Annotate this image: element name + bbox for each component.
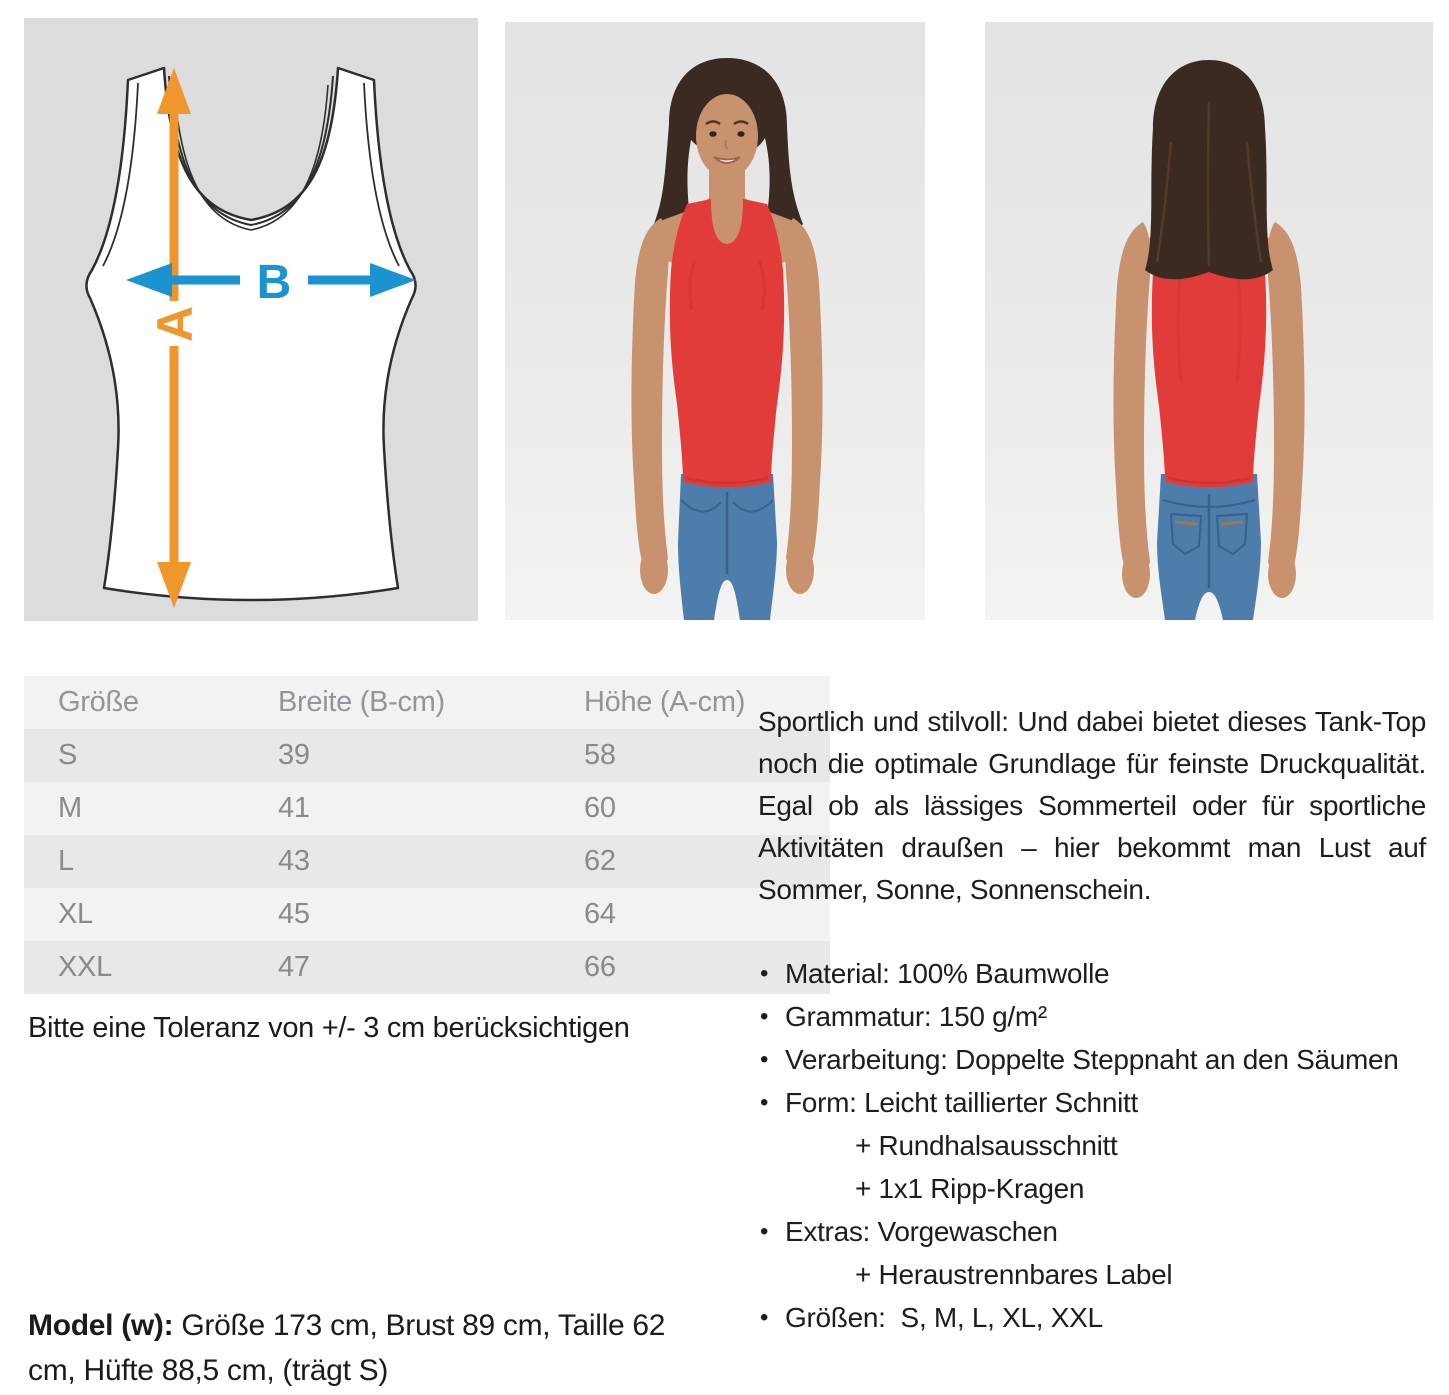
model-info-label: Model (w): <box>28 1309 174 1342</box>
feature-text: Form: Leicht taillierter Schnitt <box>785 1087 1138 1118</box>
feature-item <box>758 1296 1449 1339</box>
bullet-icon: • <box>760 960 769 987</box>
feature-text: Verarbeitung: Doppelte Steppnaht an den Säumen <box>785 1044 1399 1075</box>
table-row <box>24 729 830 782</box>
table-row <box>24 782 830 835</box>
bullet-icon: • <box>760 1046 769 1073</box>
bullet-icon: • <box>760 1304 769 1331</box>
feature-text: Material: 100% Baumwolle <box>785 958 1110 989</box>
cell-size: M <box>24 782 244 835</box>
left-hand <box>640 546 668 594</box>
bullet-icon: • <box>760 1003 769 1030</box>
right-eye <box>737 131 744 137</box>
table-row <box>24 835 830 888</box>
product-description: Sportlich und stilvoll: Und dabei bietet dieses Tank-Top noch die optimale Grundlage für feinste Druckqualität. Egal ob als lässiges Sommerteil oder für sportliche Aktivitäten draußen – hier bekommt man Lust auf Sommer, Sonne, Sonnenschein. <box>758 706 1426 905</box>
cell-height: 60 <box>550 782 830 835</box>
feature-item <box>758 995 1449 1038</box>
cell-size: XXL <box>24 941 244 994</box>
feature-text: + Rundhalsausschnitt <box>855 1130 1118 1161</box>
cell-size: L <box>24 835 244 888</box>
feature-text: + 1x1 Ripp-Kragen <box>855 1173 1085 1204</box>
feature-subitem <box>758 1167 1449 1210</box>
feature-item <box>758 1210 1449 1253</box>
size-table <box>24 676 830 994</box>
bullet-icon: • <box>760 1089 769 1116</box>
feature-text: Grammatur: 150 g/m² <box>785 1001 1047 1032</box>
tank-top-outline <box>86 68 415 600</box>
cell-width: 43 <box>244 835 550 888</box>
model-front-photo <box>505 22 925 620</box>
feature-text: Größen: S, M, L, XL, XXL <box>785 1302 1103 1333</box>
left-hand <box>1122 550 1150 598</box>
measurement-label-a: A <box>147 305 203 343</box>
face <box>696 94 758 178</box>
cell-height: 66 <box>550 941 830 994</box>
size-table-header-width: Breite (B-cm) <box>244 676 550 729</box>
feature-text: + Heraustrennbares Label <box>855 1259 1173 1290</box>
right-hand <box>786 546 814 594</box>
bullet-icon: • <box>760 1218 769 1245</box>
cell-size: S <box>24 729 244 782</box>
cell-width: 41 <box>244 782 550 835</box>
cell-height: 58 <box>550 729 830 782</box>
right-hand <box>1268 550 1296 598</box>
feature-text: Extras: Vorgewaschen <box>785 1216 1058 1247</box>
left-eye <box>709 131 716 137</box>
cell-width: 45 <box>244 888 550 941</box>
size-table-header-row <box>24 676 830 729</box>
tolerance-note: Bitte eine Toleranz von +/- 3 cm berücksichtigen <box>28 1012 630 1044</box>
cell-height: 62 <box>550 835 830 888</box>
model-info-text: Größe 173 cm, Brust 89 cm, Taille 62 cm, Hüfte 88,5 cm, (trägt S) <box>28 1309 666 1387</box>
tank-top-diagram <box>24 18 478 621</box>
feature-item <box>758 952 1449 995</box>
cell-size: XL <box>24 888 244 941</box>
measurement-diagram-panel <box>24 18 478 621</box>
feature-list <box>758 952 1449 1339</box>
cell-height: 64 <box>550 888 830 941</box>
table-row <box>24 888 830 941</box>
measurement-label-b: B <box>256 256 292 309</box>
cell-width: 39 <box>244 729 550 782</box>
feature-item <box>758 1038 1449 1081</box>
feature-subitem <box>758 1253 1449 1296</box>
cell-width: 47 <box>244 941 550 994</box>
model-front-illustration <box>505 22 925 620</box>
feature-item <box>758 1081 1449 1124</box>
model-back-photo <box>985 22 1433 620</box>
model-back-illustration <box>985 22 1433 620</box>
table-row <box>24 941 830 994</box>
feature-subitem <box>758 1124 1449 1167</box>
size-table-header-height: Höhe (A-cm) <box>550 676 830 729</box>
size-table-header-size: Größe <box>24 676 244 729</box>
model-info <box>28 1303 718 1393</box>
